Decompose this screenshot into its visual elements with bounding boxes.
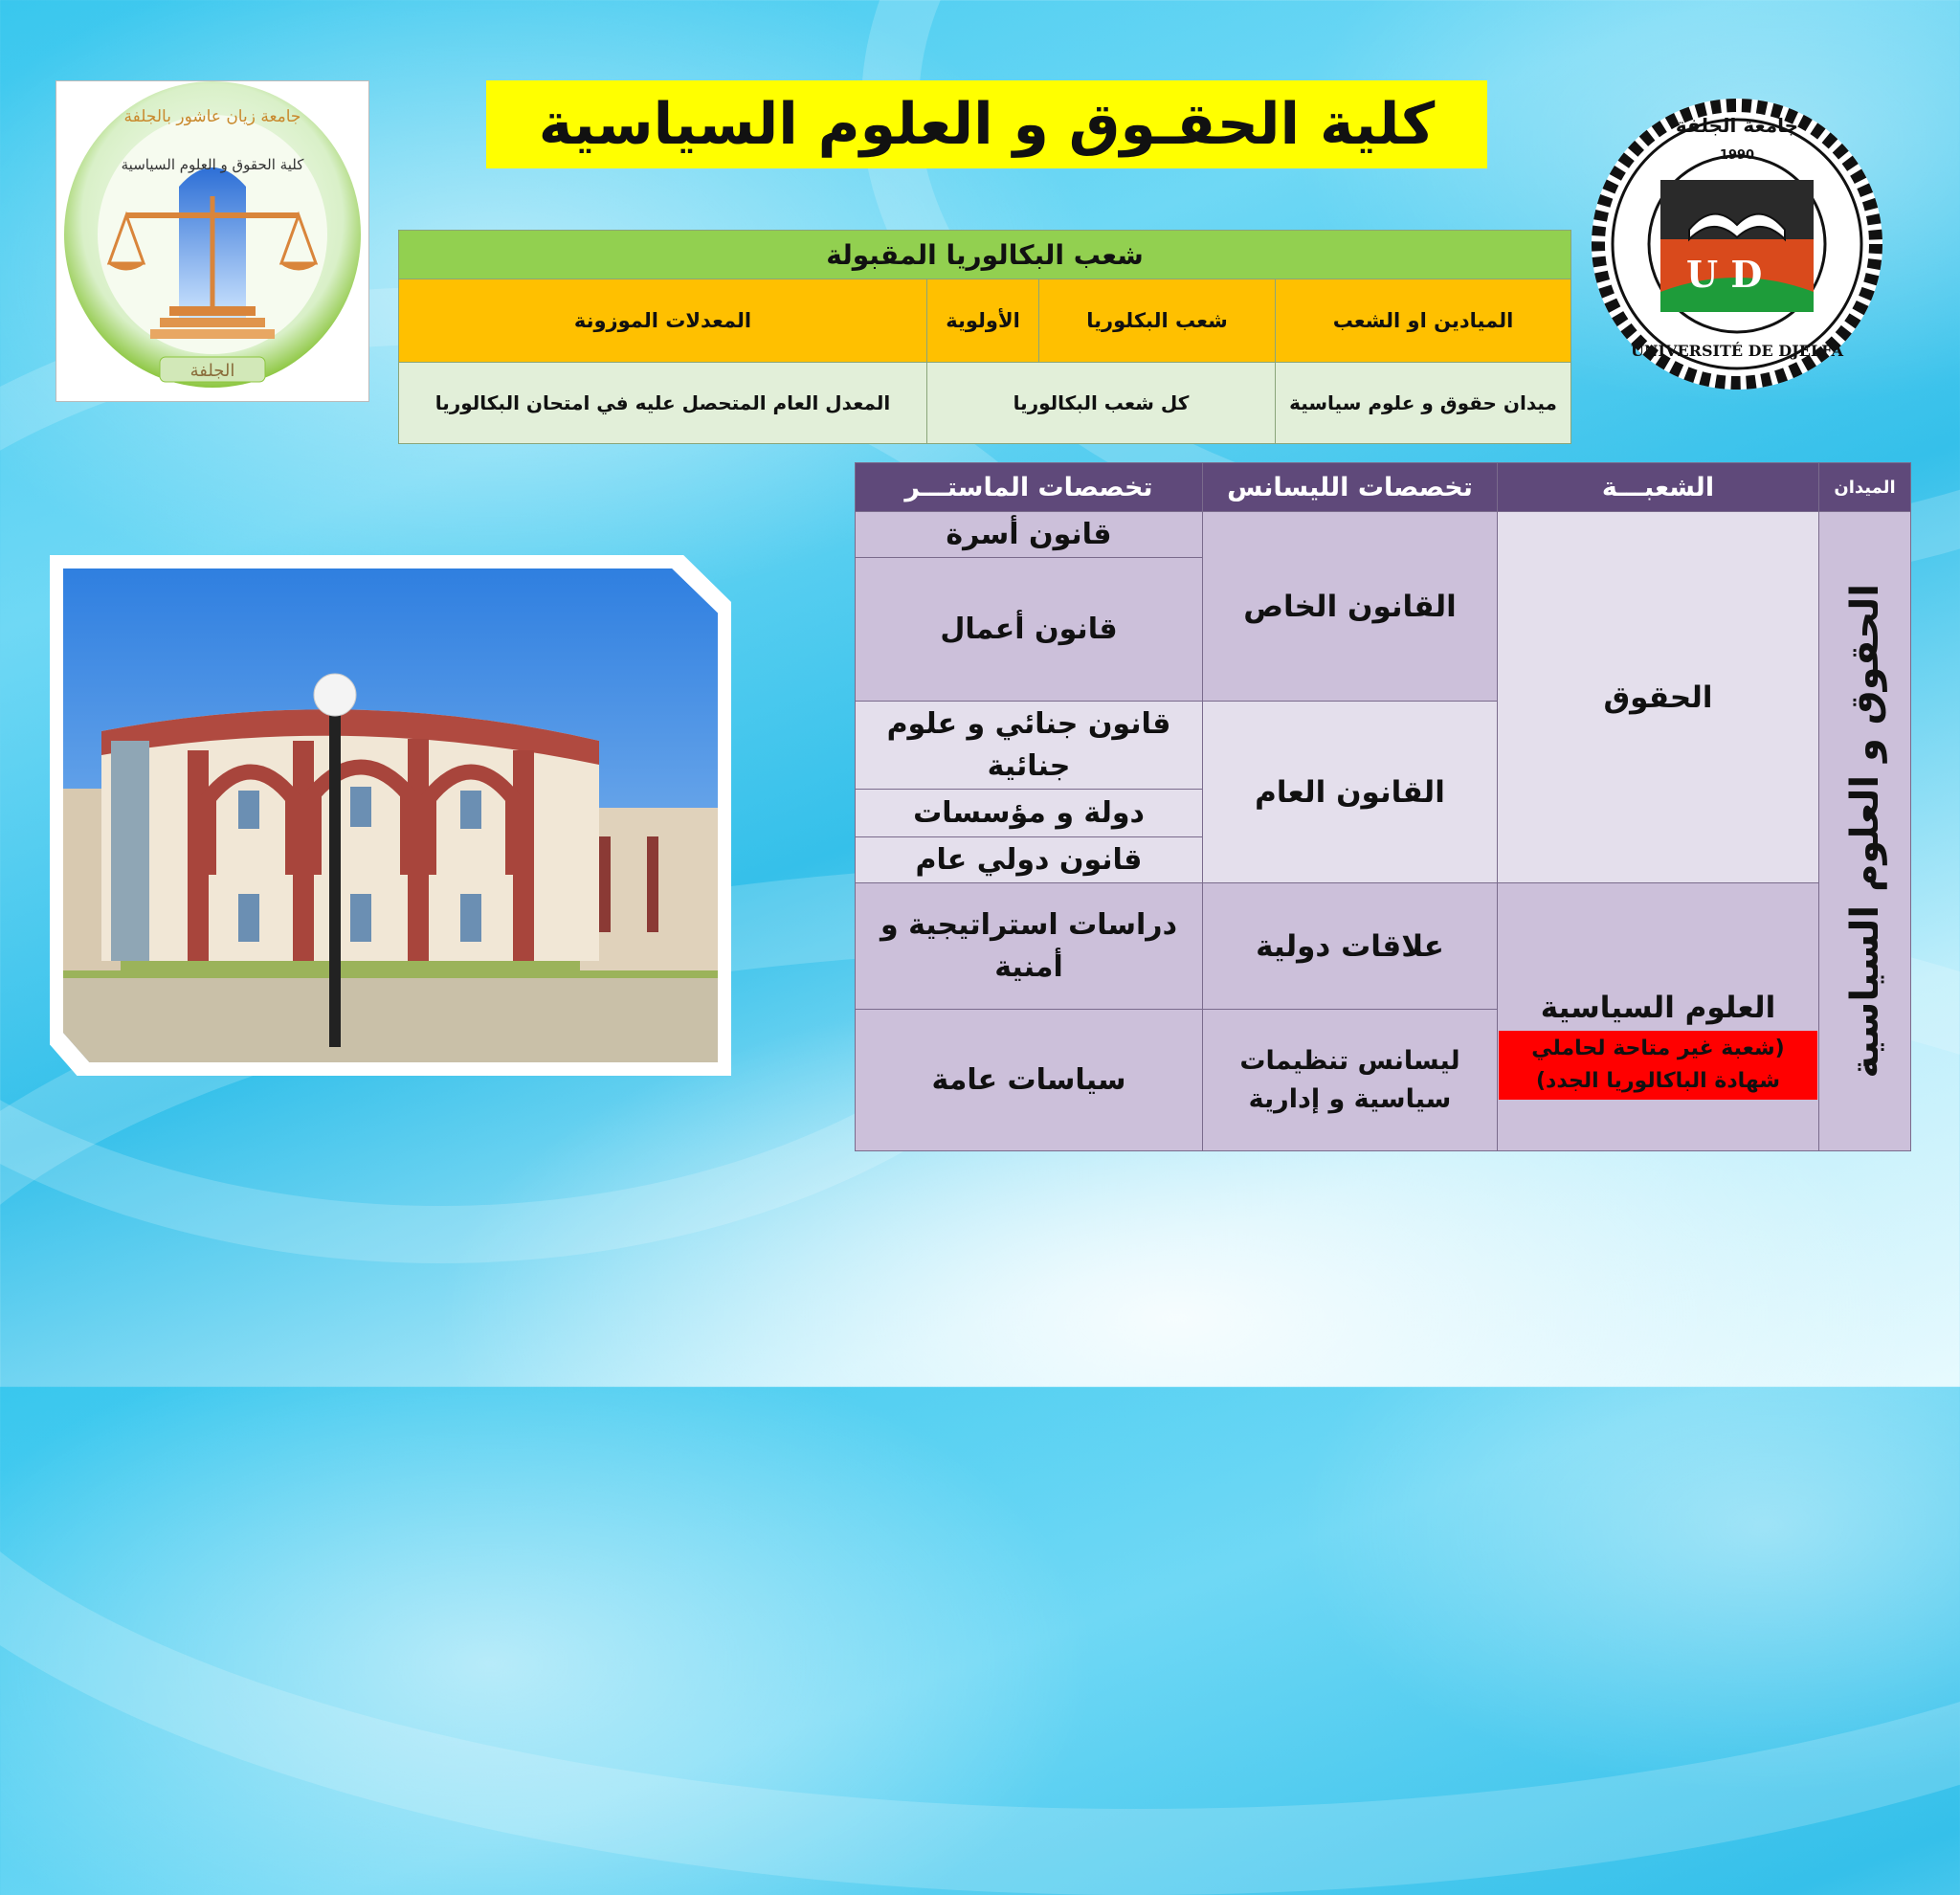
spec-master-international-public-law: قانون دولي عام xyxy=(856,837,1203,883)
specializations-table-container xyxy=(855,462,1910,1151)
university-logo-letters: U D xyxy=(1686,253,1763,296)
law-faculty-logo-graphic xyxy=(56,81,368,401)
spec-branch-note: (شعبة غير متاحة لحاملي شهادة الباكالوريا الجدد) xyxy=(1499,1031,1817,1100)
spec-master-state-institutions: دولة و مؤسسات xyxy=(856,790,1203,837)
bac-streams-table xyxy=(398,230,1571,444)
bac-header-streams: شعب البكلوريا xyxy=(1039,279,1276,363)
faculty-building-image xyxy=(63,568,718,1062)
university-logo-french: UNIVERSITÉ DE DJELFA xyxy=(1630,342,1844,360)
faculty-building-photo xyxy=(50,555,731,1076)
spec-license-international-relations: علاقات دولية xyxy=(1203,883,1498,1010)
specializations-table xyxy=(855,462,1911,1151)
spec-field-cell xyxy=(1819,512,1911,1151)
spec-branch-law: الحقوق xyxy=(1498,512,1819,883)
law-faculty-logo xyxy=(56,80,369,402)
university-logo-graphic xyxy=(1589,96,1885,392)
spec-branch-political-science xyxy=(1498,883,1819,1151)
spec-license-political-organizations: ليسانس تنظيمات سياسية و إدارية xyxy=(1203,1010,1498,1151)
bac-cell-field: ميدان حقوق و علوم سياسية xyxy=(1276,363,1571,444)
spec-header-branch: الشعبـــة xyxy=(1498,463,1819,512)
bac-header-field: الميادين او الشعب xyxy=(1276,279,1571,363)
university-logo-year: 1990 xyxy=(1719,148,1755,163)
spec-branch-political-science-label: العلوم السياسية xyxy=(1540,991,1776,1025)
spec-header-field: الميدان xyxy=(1819,463,1911,512)
bac-header-average: المعدلات الموزونة xyxy=(399,279,927,363)
bac-streams-table-container xyxy=(398,230,1571,444)
spec-master-criminal-law: قانون جنائي و علوم جنائية xyxy=(856,702,1203,790)
spec-header-license: تخصصات الليسانس xyxy=(1203,463,1498,512)
bac-table-title: شعب البكالوريا المقبولة xyxy=(399,231,1571,279)
page-title: كلية الحقـوق و العلوم السياسية xyxy=(486,80,1487,168)
spec-header-master: تخصصات الماستـــر xyxy=(856,463,1203,512)
bac-cell-streams: كل شعب البكالوريا xyxy=(927,363,1276,444)
spec-master-public-policy: سياسات عامة xyxy=(856,1010,1203,1151)
university-logo xyxy=(1589,96,1885,392)
spec-master-strategic-studies: دراسات استراتيجية و أمنية xyxy=(856,883,1203,1010)
spec-license-public-law: القانون العام xyxy=(1203,702,1498,883)
spec-field-label: الحقوق و العلوم السياسية xyxy=(1842,584,1887,1079)
bac-cell-average: المعدل العام المتحصل عليه في امتحان البكالوريا xyxy=(399,363,927,444)
spec-master-business-law: قانون أعمال xyxy=(856,558,1203,702)
spec-license-private-law: القانون الخاص xyxy=(1203,512,1498,702)
spec-master-family-law: قانون أسرة xyxy=(856,512,1203,558)
law-logo-faculty-text: كلية الحقوق و العلوم السياسية xyxy=(121,156,304,173)
university-logo-arabic: جامعة الجلفة xyxy=(1675,114,1799,137)
bac-header-priority: الأولوية xyxy=(927,279,1039,363)
law-logo-bottom-text: الجلفة xyxy=(189,361,235,381)
law-logo-arc-text: جامعة زيان عاشور بالجلفة xyxy=(123,107,301,126)
